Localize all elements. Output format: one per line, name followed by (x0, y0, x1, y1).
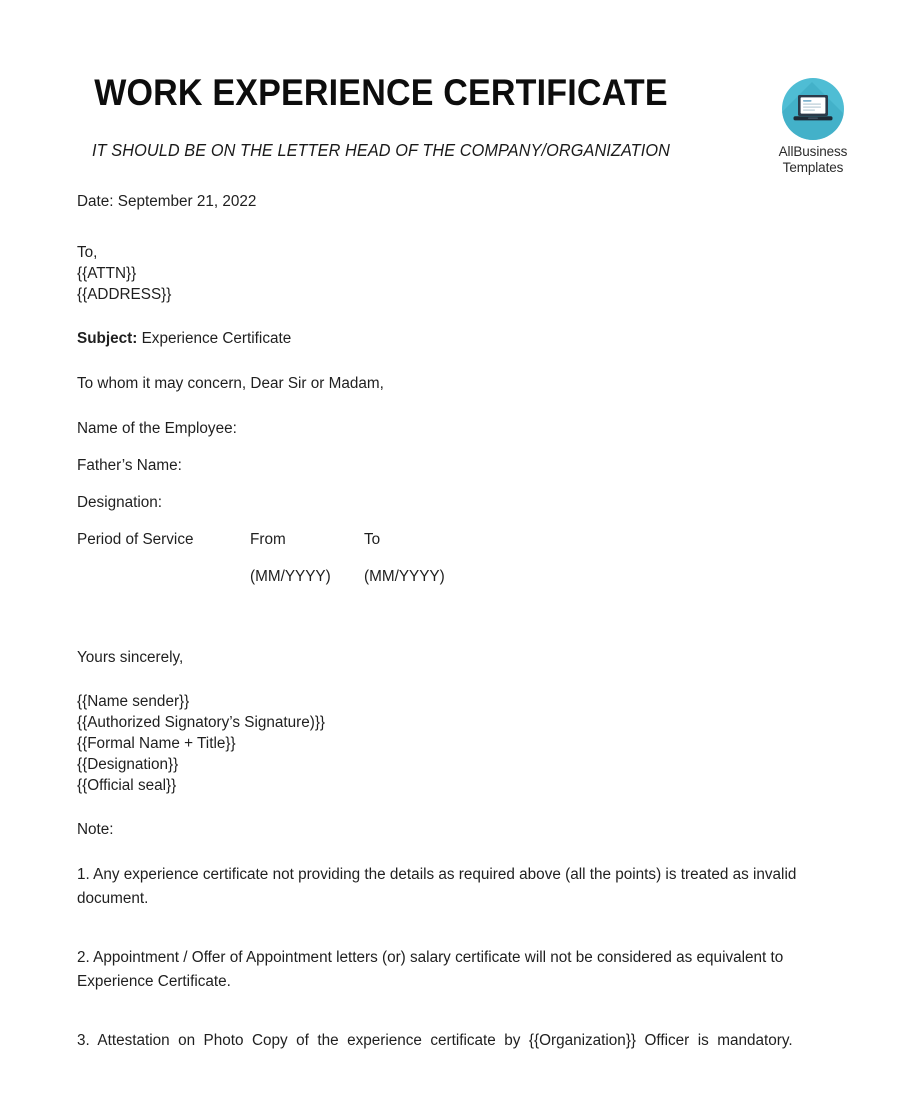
letter-body (77, 190, 837, 1068)
brand-name-line2: Templates (782, 159, 844, 175)
page-title: WORK EXPERIENCE CERTIFICATE (94, 72, 668, 113)
subject-label: Subject: (77, 330, 138, 347)
signature-official-seal: {{Official seal}} (77, 777, 177, 794)
period-to-label: To (364, 531, 381, 548)
to-label: To, (77, 244, 98, 261)
laptop-icon (792, 93, 834, 125)
field-employee-name: Name of the Employee: (77, 420, 237, 437)
brand-logo (771, 78, 855, 182)
note-label: Note: (77, 821, 114, 838)
salutation: To whom it may concern, Dear Sir or Madam, (77, 375, 384, 392)
field-designation: Designation: (77, 494, 163, 511)
period-from-format: (MM/YYYY) (250, 568, 331, 585)
closing-line: Yours sincerely, (77, 649, 184, 666)
period-of-service-label: Period of Service (77, 531, 194, 548)
signature-designation: {{Designation}} (77, 756, 179, 773)
subject-line (77, 327, 837, 350)
logo-circle (782, 78, 844, 140)
note-item-2: 2. Appointment / Offer of Appointment letters (or) salary certificate will not be considered as equivalent to Experience Certificate. (77, 949, 784, 990)
recipient-block (77, 242, 837, 305)
recipient-attn: {{ATTN}} (77, 265, 137, 282)
period-of-service-format-row (77, 565, 837, 588)
period-to-format: (MM/YYYY) (364, 568, 445, 585)
date-line: Date: September 21, 2022 (77, 193, 257, 210)
signature-name-sender: {{Name sender}} (77, 693, 190, 710)
document-header (0, 72, 920, 182)
brand-name-line1: AllBusiness (778, 144, 848, 159)
field-father-name: Father’s Name: (77, 457, 182, 474)
subject-value: Experience Certificate (137, 330, 292, 347)
note-item-3: 3. Attestation on Photo Copy of the experience certificate by {{Organization}} Officer is mandatory. (77, 1032, 793, 1049)
period-from-label: From (250, 531, 286, 548)
recipient-address: {{ADDRESS}} (77, 286, 172, 303)
signature-formal-name: {{Formal Name + Title}} (77, 735, 236, 752)
signature-authorized: {{Authorized Signatory’s Signature)}} (77, 714, 326, 731)
period-of-service-header-row (77, 528, 837, 551)
signature-block (77, 691, 837, 796)
note-item-1: 1. Any experience certificate not providing the details as required above (all the points) is treated as invalid document. (77, 866, 797, 907)
period-spacer (77, 565, 250, 588)
brand-name (771, 144, 855, 175)
page-subtitle: IT SHOULD BE ON THE LETTER HEAD OF THE COMPANY/ORGANIZATION (92, 140, 670, 160)
